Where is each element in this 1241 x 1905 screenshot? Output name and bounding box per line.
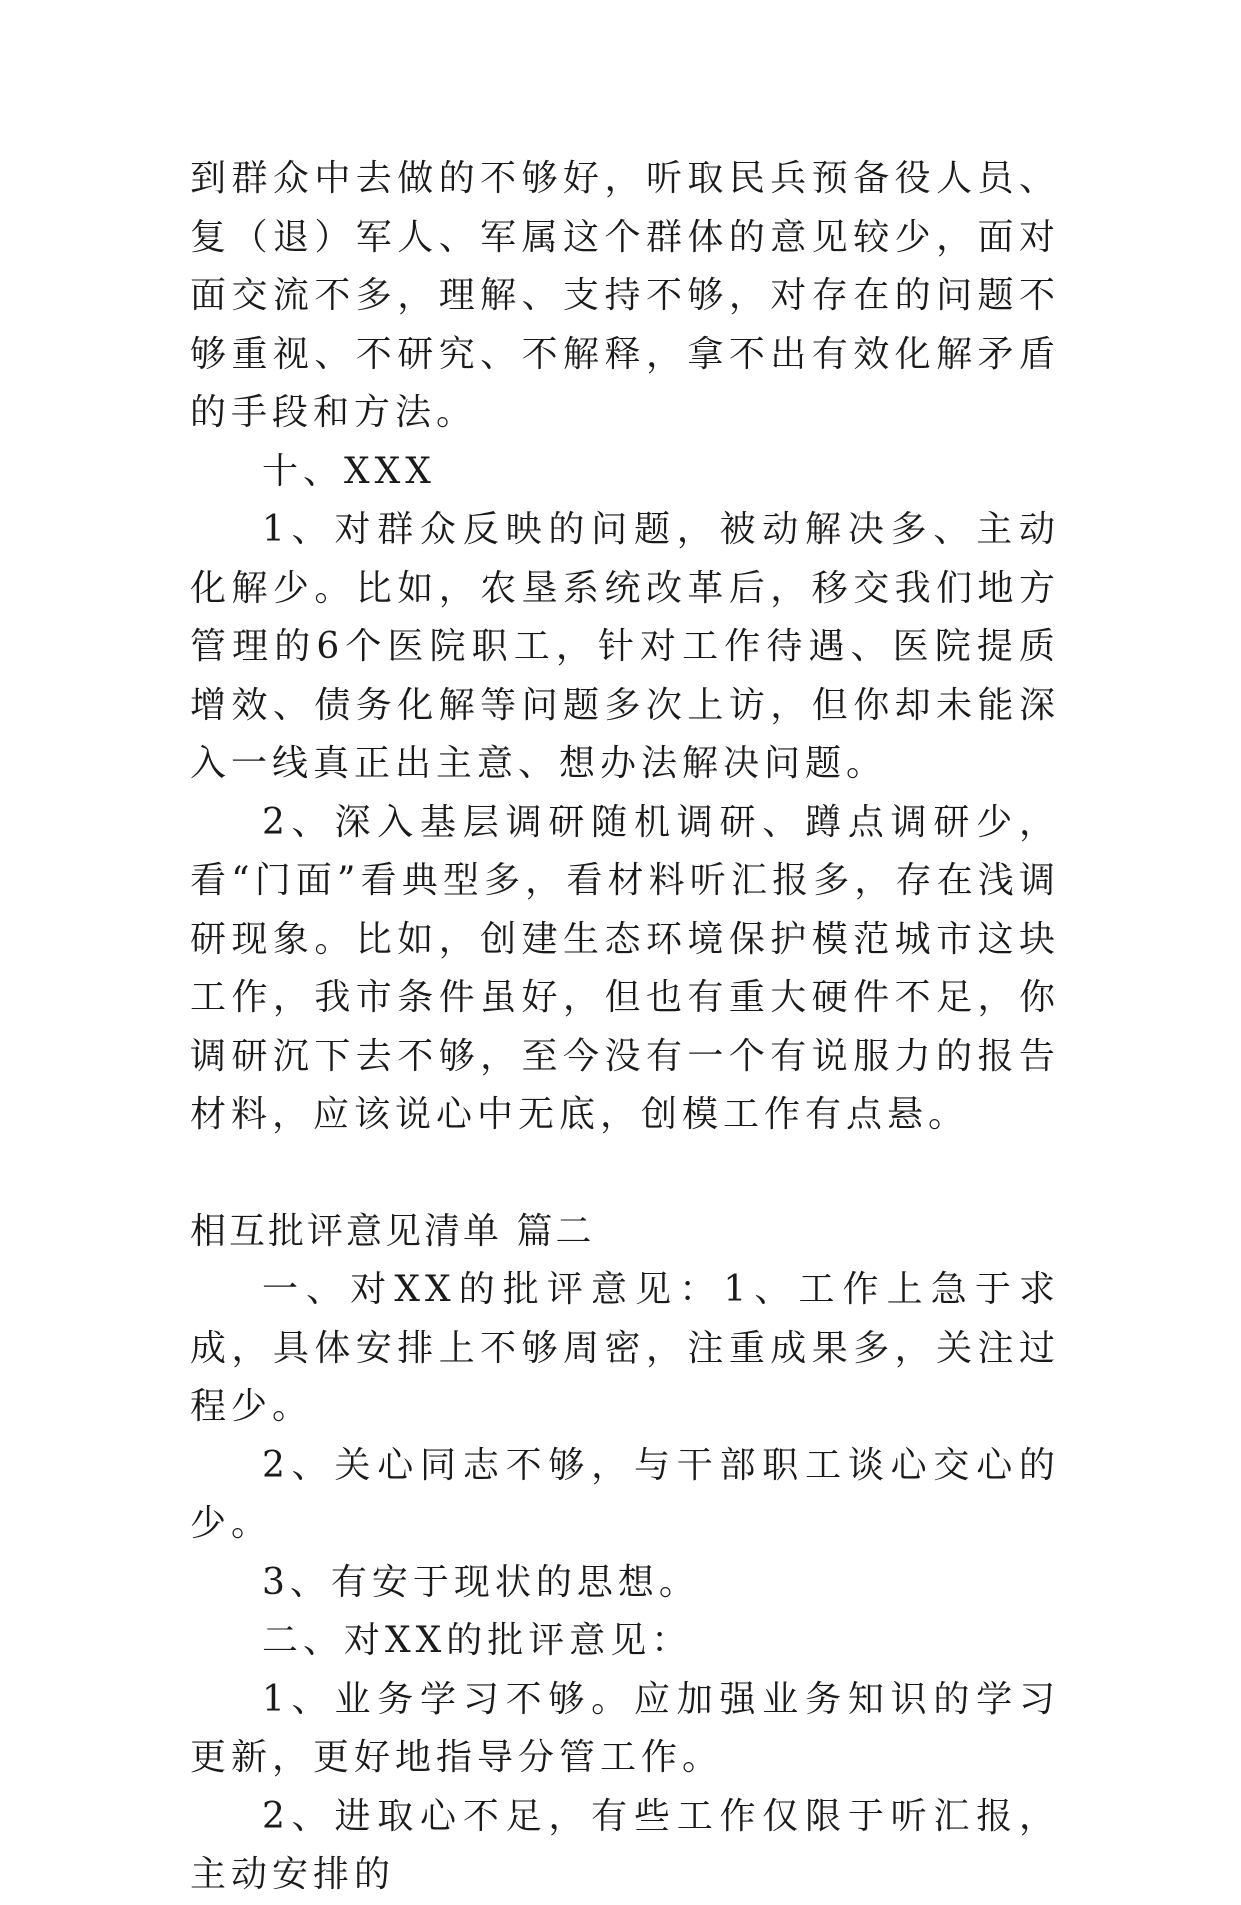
section-title: 相互批评意见清单 篇二: [190, 1210, 595, 1252]
paragraph: 2、进取心不足，有些工作仅限于听汇报，主动安排的: [190, 1795, 1060, 1895]
paragraph: 1、对群众反映的问题，被动解决多、主动化解少。比如，农垦系统改革后，移交我们地方管理的6个医院职工，针对工作待遇、医院提质增效、债务化解等问题多次上访，但你却未能深入一线真正出主意、想办法解决问题。: [190, 509, 1060, 784]
document-body: [190, 150, 1060, 1905]
paragraph: 1、业务学习不够。应加强业务知识的学习更新，更好地指导分管工作。: [190, 1678, 1060, 1778]
paragraph: 2、深入基层调研随机调研、蹲点调研少，看“门面”看典型多，看材料听汇报多，存在浅调研现象。比如，创建生态环境保护模范城市这块工作，我市条件虽好，但也有重大硬件不足，你调研沉下去不够，至今没有一个有说服力的报告材料，应该说心中无底，创模工作有点悬。: [190, 801, 1060, 1135]
paragraph: 一、对XX的批评意见：1、工作上急于求成，具体安排上不够周密，注重成果多，关注过程少。: [190, 1269, 1060, 1427]
spacer: [190, 1145, 1060, 1203]
section-heading-ten: 十、XXX: [262, 450, 436, 492]
paragraph: 二、对XX的批评意见：: [262, 1620, 693, 1661]
paragraph: 到群众中去做的不够好，听取民兵预备役人员、复（退）军人、军属这个群体的意见较少，面对面交流不多，理解、支持不够，对存在的问题不够重视、不研究、不解释，拿不出有效化解矛盾的手段和方法。: [190, 158, 1060, 433]
paragraph: 3、有安于现状的思想。: [262, 1561, 700, 1603]
paragraph: 2、关心同志不够，与干部职工谈心交心的少。: [190, 1444, 1060, 1544]
